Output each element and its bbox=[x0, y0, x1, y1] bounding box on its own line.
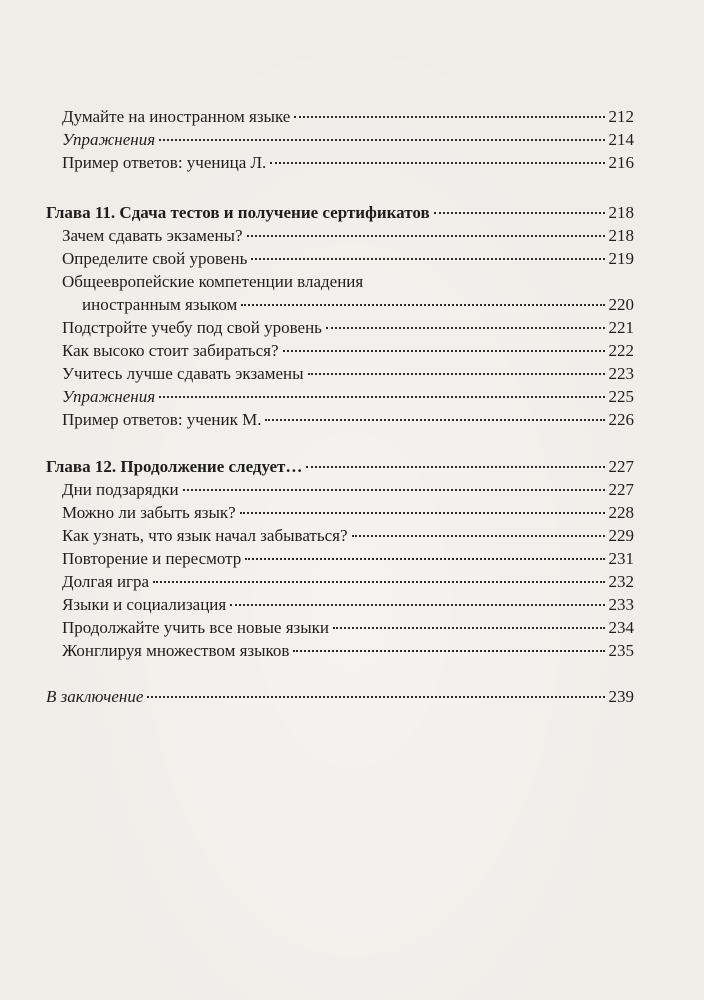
dot-leader bbox=[326, 327, 605, 329]
toc-entry bbox=[62, 479, 634, 501]
toc-entry bbox=[62, 409, 634, 431]
dot-leader bbox=[147, 696, 604, 698]
toc-entry-title: Учитесь лучше сдавать экзамены bbox=[62, 364, 304, 383]
toc-entry-title: Упражнения bbox=[62, 387, 156, 406]
chapter-title: Глава 11. Сдача тестов и получение сертификатов bbox=[46, 203, 430, 222]
toc-entry-title: Подстройте учебу под свой уровень bbox=[62, 318, 322, 337]
dot-leader bbox=[333, 627, 604, 629]
toc-entry bbox=[62, 617, 634, 639]
toc-entry-title: Как высоко стоит забираться? bbox=[62, 341, 279, 360]
toc-entry-page: 228 bbox=[608, 503, 634, 522]
toc-entry-title: Долгая игра bbox=[62, 572, 150, 591]
toc-entry-title: иностранным языком bbox=[82, 295, 238, 314]
toc-entry-title: Зачем сдавать экзамены? bbox=[62, 226, 243, 245]
toc-entry bbox=[62, 317, 634, 339]
toc-entry-title: Упражнения bbox=[62, 130, 156, 149]
dot-leader bbox=[251, 258, 604, 260]
dot-leader bbox=[245, 558, 604, 560]
toc-entry bbox=[62, 225, 634, 247]
dot-leader bbox=[270, 162, 604, 164]
dot-leader bbox=[283, 350, 605, 352]
dot-leader bbox=[434, 212, 605, 214]
dot-leader bbox=[241, 304, 604, 306]
toc-entry-page: 225 bbox=[608, 387, 634, 406]
toc-entry-page: 219 bbox=[608, 249, 634, 268]
chapter-heading bbox=[46, 456, 634, 478]
dot-leader bbox=[247, 235, 605, 237]
toc-entry-page: 226 bbox=[608, 410, 634, 429]
dot-leader bbox=[306, 466, 604, 468]
toc-entry-page: 214 bbox=[608, 130, 634, 149]
dot-leader bbox=[183, 489, 605, 491]
toc-entry-page: 212 bbox=[608, 107, 634, 126]
toc-entry-title: Думайте на иностранном языке bbox=[62, 107, 291, 126]
toc-entry bbox=[62, 129, 634, 151]
dot-leader bbox=[265, 419, 604, 421]
chapter-page: 227 bbox=[608, 457, 634, 476]
toc-entry bbox=[62, 640, 634, 662]
toc-entry-title: Общеевропейские компетенции владения bbox=[62, 272, 364, 291]
chapter-title: Глава 12. Продолжение следует… bbox=[46, 457, 303, 476]
toc-entry-page: 223 bbox=[608, 364, 634, 383]
toc-entry-title: Пример ответов: ученик М. bbox=[62, 410, 262, 429]
toc-entry bbox=[62, 502, 634, 524]
toc-entry-title: Определите свой уровень bbox=[62, 249, 248, 268]
toc-entry-page: 231 bbox=[608, 549, 634, 568]
dot-leader bbox=[294, 116, 604, 118]
toc-entry bbox=[62, 525, 634, 547]
chapter-heading bbox=[46, 202, 634, 224]
toc-entry-page: 229 bbox=[608, 526, 634, 545]
toc-entry bbox=[82, 294, 634, 316]
toc-entry-page: 222 bbox=[608, 341, 634, 360]
toc-entry-title: Жонглируя множеством языков bbox=[62, 641, 290, 660]
toc-entry bbox=[62, 594, 634, 616]
toc-entry-title: Дни подзарядки bbox=[62, 480, 179, 499]
toc-entry-title: Повторение и пересмотр bbox=[62, 549, 242, 568]
toc-entry-page: 234 bbox=[608, 618, 634, 637]
toc-entry-page: 235 bbox=[608, 641, 634, 660]
toc-entry-conclusion bbox=[46, 686, 634, 708]
toc-entry bbox=[62, 106, 634, 128]
toc-entry bbox=[62, 548, 634, 570]
dot-leader bbox=[293, 650, 604, 652]
toc-entry-page: 220 bbox=[608, 295, 634, 314]
toc-entry bbox=[62, 363, 634, 385]
dot-leader bbox=[153, 581, 604, 583]
toc-entry-title: Можно ли забыть язык? bbox=[62, 503, 236, 522]
toc-entry bbox=[62, 571, 634, 593]
toc-entry-title: Продолжайте учить все новые языки bbox=[62, 618, 330, 637]
toc-entry-page: 233 bbox=[608, 595, 634, 614]
toc-entry bbox=[62, 248, 634, 270]
toc-entry bbox=[62, 340, 634, 362]
dot-leader bbox=[240, 512, 605, 514]
dot-leader bbox=[159, 396, 604, 398]
toc-entry bbox=[62, 271, 634, 293]
toc-entry-title: В заключение bbox=[46, 687, 144, 706]
toc-entry-title: Как узнать, что язык начал забываться? bbox=[62, 526, 348, 545]
dot-leader bbox=[159, 139, 604, 141]
toc-entry-page: 227 bbox=[608, 480, 634, 499]
chapter-page: 218 bbox=[608, 203, 634, 222]
dot-leader bbox=[230, 604, 604, 606]
toc-entry-page: 232 bbox=[608, 572, 634, 591]
toc-entry bbox=[62, 386, 634, 408]
toc-entry-title: Пример ответов: ученица Л. bbox=[62, 153, 267, 172]
toc-entry-title: Языки и социализация bbox=[62, 595, 227, 614]
toc-entry-page: 218 bbox=[608, 226, 634, 245]
dot-leader bbox=[352, 535, 605, 537]
toc-entry-page: 216 bbox=[608, 153, 634, 172]
toc-entry bbox=[62, 152, 634, 174]
toc-entry-page: 221 bbox=[608, 318, 634, 337]
dot-leader bbox=[308, 373, 605, 375]
toc-entry-page: 239 bbox=[608, 687, 634, 706]
